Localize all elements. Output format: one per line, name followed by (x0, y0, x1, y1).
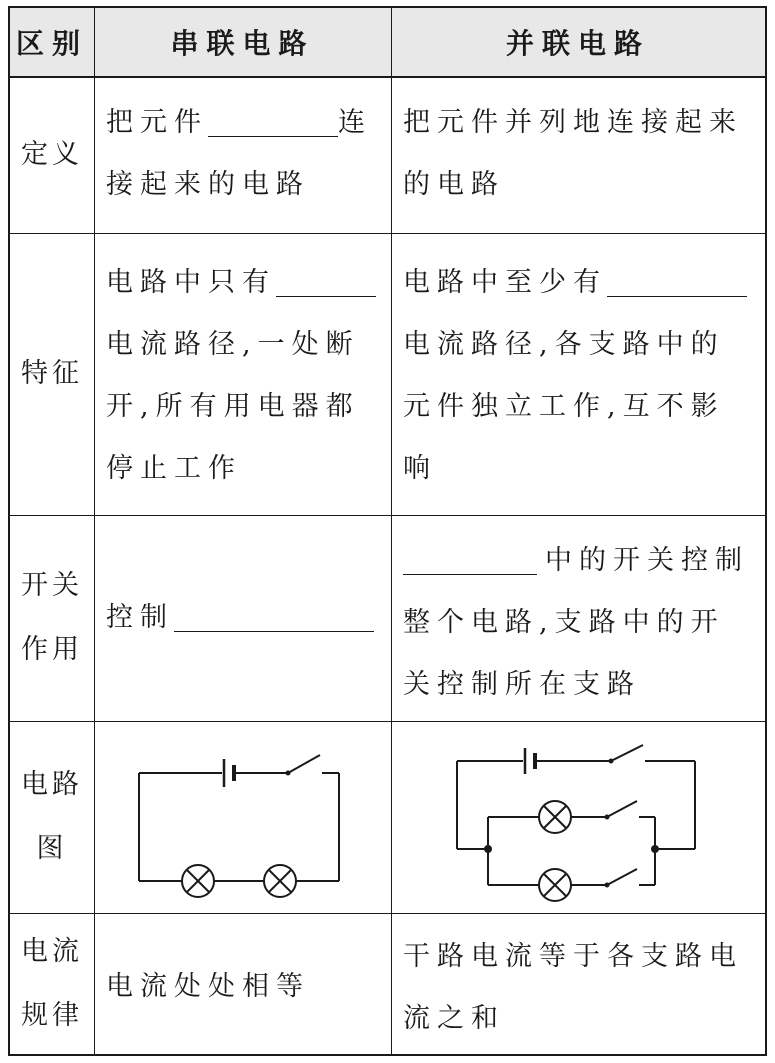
parallel-feature-line4: 响 (403, 453, 437, 484)
row-label-switch (10, 515, 94, 721)
parallel-feature-line2: 电流路径,各支路中的 (403, 329, 725, 360)
row-label-definition-text: 定义 (21, 138, 83, 170)
comparison-table (8, 6, 767, 1056)
row-label-diagram-line1: 电路 (21, 769, 83, 800)
parallel-current-line1: 干路电流等于各支路电 (403, 941, 743, 972)
parallel-circuit-diagram (391, 721, 765, 913)
header-divider (10, 76, 765, 78)
series-definition-line2: 接起来的电路 (106, 169, 310, 200)
series-feature-line2: 电流路径,一处断 (106, 329, 360, 360)
parallel-feature-cell (391, 252, 765, 500)
parallel-switch-line3: 关控制所在支路 (403, 669, 641, 700)
row-label-definition (10, 76, 94, 233)
parallel-junction-left (484, 845, 492, 853)
header-col-parallel: 并联电路 (505, 27, 650, 60)
series-switch-blade (288, 755, 320, 773)
series-current-text: 电流处处相等 (106, 971, 310, 1002)
fill-blank-series-definition[interactable] (208, 106, 338, 137)
row-label-switch-line2: 作用 (21, 634, 83, 665)
series-circuit-diagram (94, 721, 391, 913)
parallel-switch-line1: 中的开关控制 (545, 545, 749, 576)
fill-blank-parallel-switch[interactable] (403, 544, 537, 575)
series-feature-cell (94, 252, 391, 500)
parallel-upper-switch-blade (607, 801, 637, 817)
fill-blank-series-switch[interactable] (174, 601, 374, 632)
parallel-lower-switch-blade (607, 869, 637, 885)
parallel-definition-line2: 的电路 (403, 169, 505, 200)
series-definition-cell (94, 92, 391, 216)
parallel-current-cell (391, 926, 765, 1050)
fill-blank-series-feature[interactable] (276, 266, 376, 297)
fill-blank-parallel-feature[interactable] (607, 266, 747, 297)
parallel-switch-cell (391, 530, 765, 716)
row-label-feature-text: 特征 (21, 358, 83, 389)
parallel-feature-line1: 电路中至少有 (403, 267, 607, 298)
series-switch-cell (94, 587, 391, 649)
series-current-cell (94, 956, 391, 1018)
parallel-junction-right (651, 845, 659, 853)
series-feature-line4: 停止工作 (106, 453, 242, 484)
row-label-current-line2: 规律 (21, 999, 83, 1031)
row-divider-2 (10, 515, 765, 516)
series-definition-post: 连 (338, 107, 372, 138)
parallel-current-line2: 流之和 (403, 1003, 505, 1034)
row-label-feature (10, 233, 94, 515)
series-switch-text: 控制 (106, 602, 174, 633)
parallel-definition-cell (391, 92, 765, 216)
parallel-definition-line1: 把元件并列地连接起来 (403, 107, 743, 138)
header-col-series: 串联电路 (170, 27, 315, 60)
row-label-current (10, 913, 94, 1054)
row-label-diagram-line2: 图 (36, 833, 68, 864)
header-col-distinction: 区别 (15, 27, 88, 60)
parallel-feature-line3: 元件独立工作,互不影 (403, 391, 725, 422)
row-label-current-line1: 电流 (21, 935, 83, 967)
parallel-main-switch-blade (611, 745, 643, 761)
parallel-switch-line2: 整个电路,支路中的开 (403, 607, 725, 638)
row-divider-4 (10, 913, 765, 914)
row-label-diagram (10, 721, 94, 913)
series-feature-line3: 开,所有用电器都 (106, 391, 360, 422)
row-label-switch-line1: 开关 (21, 570, 83, 601)
row-divider-1 (10, 233, 765, 234)
series-feature-line1: 电路中只有 (106, 267, 276, 298)
series-definition-pre: 把元件 (106, 107, 208, 138)
